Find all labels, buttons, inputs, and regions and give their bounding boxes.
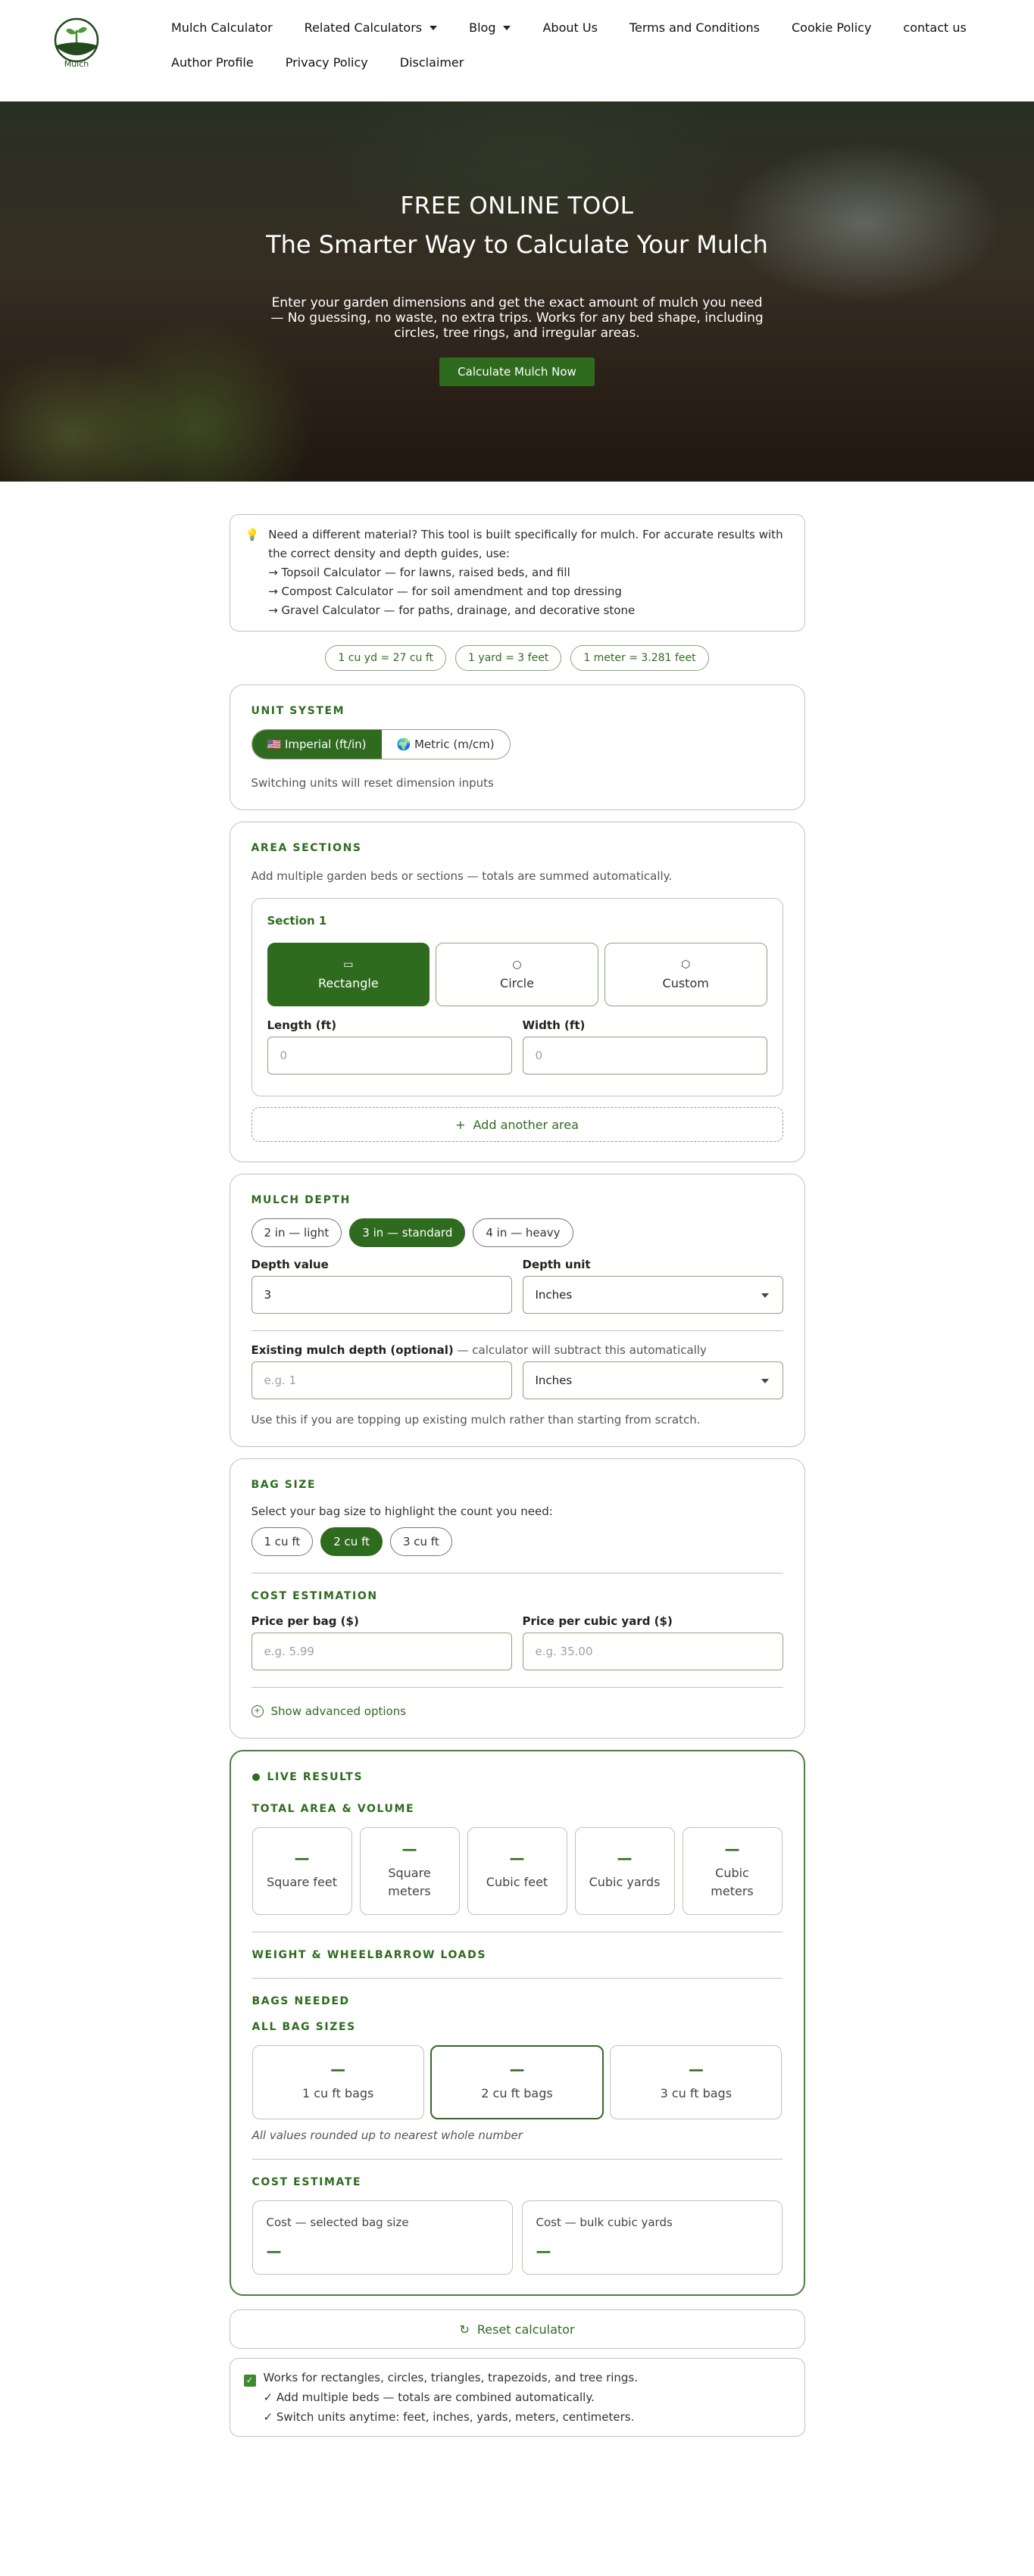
logo-text: Mulch — [64, 59, 89, 69]
area-volume-stats — [252, 1827, 783, 1915]
refresh-icon: ↻ — [459, 2322, 470, 2337]
select-value: Inches — [535, 1288, 573, 1302]
conversion-pill: 1 yard = 3 feet — [455, 645, 561, 671]
live-results-label: LIVE RESULTS — [267, 1771, 364, 1783]
stat-label: Cubic feet — [486, 1875, 548, 1889]
bag-size-2[interactable]: 2 cu ft — [320, 1527, 383, 1556]
width-field-group — [523, 1018, 767, 1074]
divider — [252, 2159, 783, 2160]
depth-unit-label: Depth unit — [522, 1258, 591, 1271]
unit-hint: Switching units will reset dimension inputs — [251, 776, 494, 790]
notice-compost-link[interactable]: → Compost Calculator — for soil amendment and top dressing — [268, 585, 622, 598]
hero-content — [0, 192, 1034, 386]
nav-label: Related Calculators — [304, 20, 423, 35]
mulch-depth-label: MULCH DEPTH — [251, 1194, 351, 1206]
bag-stat-2 — [430, 2045, 604, 2119]
calculate-now-button[interactable]: Calculate Mulch Now — [439, 357, 595, 386]
unit-system-card — [230, 685, 805, 810]
shape-selector — [267, 943, 767, 1006]
depth-unit-select[interactable] — [523, 1276, 783, 1314]
all-bag-sizes-label: ALL BAG SIZES — [251, 2021, 356, 2033]
add-area-label: Add another area — [473, 1117, 579, 1132]
depth-fields — [251, 1258, 783, 1314]
nav-disclaimer[interactable] — [400, 48, 464, 77]
feature-line — [244, 2368, 791, 2387]
stat-label: 1 cu ft bags — [301, 2086, 374, 2100]
stat-value: — — [330, 2060, 346, 2079]
width-input[interactable] — [523, 1037, 767, 1074]
bag-stat-1 — [252, 2045, 424, 2119]
live-dot-icon — [252, 1773, 260, 1781]
nav-author-profile[interactable] — [171, 48, 254, 77]
nav-mulch-calculator[interactable] — [171, 14, 273, 42]
depth-value-group — [251, 1258, 512, 1314]
metric-toggle[interactable]: 🌍 Metric (m/cm) — [396, 738, 495, 751]
stat-square-meters — [360, 1827, 460, 1915]
plus-icon: + — [455, 1117, 466, 1132]
cost-fields — [251, 1614, 783, 1670]
depth-preset-light[interactable]: 2 in — light — [251, 1218, 342, 1247]
shape-custom-button[interactable] — [604, 943, 767, 1006]
nav-terms[interactable] — [629, 14, 760, 42]
bag-cost-card — [230, 1458, 805, 1739]
chevron-down-icon — [761, 1379, 769, 1383]
logo-sprout-icon — [53, 17, 100, 64]
show-advanced-toggle[interactable] — [251, 1704, 783, 1718]
bottom-spacer — [230, 2437, 805, 2482]
stat-label: Cost — bulk cubic yards — [536, 2216, 673, 2229]
length-input[interactable] — [267, 1037, 512, 1074]
depth-value-input[interactable] — [251, 1276, 512, 1314]
nav-label: Terms and Conditions — [629, 20, 760, 35]
bag-stat-3 — [610, 2045, 782, 2119]
stat-square-feet — [252, 1827, 352, 1915]
hero-eyebrow: FREE ONLINE TOOL — [400, 192, 634, 220]
existing-depth-unit-group — [523, 1361, 783, 1399]
conversion-pills — [230, 645, 805, 671]
cost-stats — [252, 2200, 783, 2275]
shape-label: Custom — [662, 975, 709, 990]
feature-text: Works for rectangles, circles, triangles, trapezoids, and tree rings. — [263, 2371, 639, 2384]
existing-depth-hint: Use this if you are topping up existing mulch rather than starting from scratch. — [251, 1413, 701, 1427]
hero-banner — [0, 101, 1034, 482]
site-header — [0, 0, 1034, 101]
checkbox-checked-icon: ✓ — [244, 2375, 256, 2387]
main-nav — [171, 14, 1004, 77]
yard-price-group — [523, 1614, 783, 1670]
bag-price-input[interactable] — [251, 1633, 512, 1670]
stat-label: Cubic yards — [589, 1875, 661, 1889]
notice-topsoil-link[interactable]: → Topsoil Calculator — for lawns, raised beds, and fill — [268, 566, 570, 579]
stat-label: Square meters — [388, 1866, 431, 1898]
stat-value: — — [401, 1840, 417, 1858]
stat-label: Square feet — [266, 1875, 337, 1889]
nav-label: Blog — [469, 20, 496, 35]
chevron-down-icon — [430, 26, 437, 30]
shape-circle-button[interactable] — [436, 943, 598, 1006]
mulch-depth-card — [230, 1174, 805, 1447]
bag-size-options — [251, 1527, 783, 1556]
nav-related-calculators[interactable] — [305, 14, 437, 42]
select-value: Inches — [535, 1374, 573, 1387]
advanced-label: Show advanced options — [270, 1704, 407, 1718]
stat-value: — — [536, 2242, 551, 2260]
nav-label: Disclaimer — [399, 55, 464, 70]
stat-value: — — [509, 1849, 525, 1867]
notice-body — [268, 525, 789, 620]
reset-label: Reset calculator — [476, 2322, 575, 2337]
section-title: Section 1 — [267, 914, 327, 928]
bag-price-label: Price per bag ($) — [251, 1614, 359, 1628]
shape-label: Rectangle — [317, 975, 379, 990]
existing-depth-title: Existing mulch depth (optional) — [251, 1343, 454, 1357]
stat-value: — — [688, 2060, 704, 2079]
nav-about-us[interactable] — [542, 14, 597, 42]
hexagon-icon: ⬡ — [681, 958, 691, 971]
yard-price-label: Price per cubic yard ($) — [522, 1614, 673, 1628]
width-label: Width (ft) — [522, 1018, 586, 1032]
area-volume-label: TOTAL AREA & VOLUME — [251, 1803, 415, 1815]
circle-icon: ○ — [512, 958, 522, 971]
stat-cubic-yards — [575, 1827, 675, 1915]
stat-label: 3 cu ft bags — [660, 2086, 733, 2100]
existing-depth-label — [251, 1343, 783, 1357]
nav-contact-us[interactable] — [903, 14, 966, 42]
site-logo[interactable] — [53, 17, 100, 76]
stat-value: — — [724, 1840, 740, 1858]
area-sections-card — [230, 822, 805, 1162]
bag-price-group — [251, 1614, 512, 1670]
stat-cubic-feet — [467, 1827, 567, 1915]
stat-label: 2 cu ft bags — [481, 2086, 553, 2100]
cost-bulk-yards — [522, 2200, 783, 2275]
nav-label: Privacy Policy — [285, 55, 368, 70]
depth-unit-group — [523, 1258, 783, 1314]
unit-toggle — [251, 729, 511, 759]
dimension-fields — [267, 1018, 767, 1074]
bag-size-1[interactable]: 1 cu ft — [251, 1527, 314, 1556]
bag-stats — [252, 2045, 783, 2119]
yard-price-input[interactable] — [523, 1633, 783, 1670]
add-area-button[interactable] — [251, 1107, 783, 1142]
stat-value: — — [509, 2060, 525, 2079]
rectangle-icon: ▭ — [343, 958, 354, 971]
nav-label: Cookie Policy — [792, 20, 872, 35]
area-sections-label: AREA SECTIONS — [251, 842, 362, 854]
bag-size-3[interactable]: 3 cu ft — [390, 1527, 452, 1556]
conversion-pill: 1 cu yd = 27 cu ft — [325, 645, 446, 671]
stat-label: Cost — selected bag size — [266, 2216, 409, 2229]
hero-description: Enter your garden dimensions and get the exact amount of mulch you need — No guessing, no waste, no extra trips. Works for any bed shape, including circles, tree rings, and irregular areas. — [270, 295, 764, 341]
stat-cubic-meters — [683, 1827, 783, 1915]
nav-label: About Us — [542, 20, 598, 35]
depth-preset-standard[interactable]: 3 in — standard — [349, 1218, 465, 1247]
divider — [251, 1687, 783, 1688]
depth-preset-heavy[interactable]: 4 in — heavy — [473, 1218, 573, 1247]
length-field-group — [267, 1018, 512, 1074]
existing-depth-suffix: — calculator will subtract this automatically — [453, 1343, 707, 1357]
divider — [251, 1330, 783, 1331]
depth-presets — [251, 1218, 783, 1247]
shape-rectangle-button[interactable] — [267, 943, 430, 1006]
existing-depth-value-group — [251, 1361, 512, 1399]
features-note — [230, 2358, 805, 2437]
stat-value: — — [617, 1849, 633, 1867]
shape-label: Circle — [500, 975, 534, 990]
lightbulb-icon: 💡 — [245, 528, 260, 541]
cost-estimate-label: COST ESTIMATE — [251, 2176, 362, 2188]
feature-line: ✓ Add multiple beds — totals are combined automatically. — [263, 2390, 595, 2404]
plus-circle-icon: + — [251, 1705, 264, 1717]
nav-privacy-policy[interactable] — [286, 48, 368, 77]
nav-label: Mulch Calculator — [171, 20, 273, 35]
nav-blog[interactable] — [469, 14, 511, 42]
area-section — [251, 898, 783, 1096]
chevron-down-icon — [761, 1293, 769, 1298]
reset-calculator-button[interactable] — [230, 2309, 805, 2349]
rounding-note: All values rounded up to nearest whole number — [251, 2128, 523, 2142]
stat-label: Cubic meters — [711, 1866, 754, 1898]
feature-line: ✓ Switch units anytime: feet, inches, yards, meters, centimeters. — [263, 2410, 635, 2424]
weight-loads-label: WEIGHT & WHEELBARROW LOADS — [251, 1949, 487, 1961]
bag-size-label: BAG SIZE — [251, 1479, 317, 1491]
stat-value: — — [266, 2242, 282, 2260]
notice-gravel-link[interactable]: → Gravel Calculator — for paths, drainage, and decorative stone — [268, 603, 636, 617]
existing-depth-input[interactable] — [251, 1361, 512, 1399]
area-hint: Add multiple garden beds or sections — totals are summed automatically. — [251, 869, 673, 883]
depth-value-label: Depth value — [251, 1258, 329, 1271]
notice-intro: Need a different material? This tool is built specifically for mulch. For accurate results with the correct density and depth guides, use: — [268, 528, 783, 560]
bags-needed-label: BAGS NEEDED — [251, 1995, 350, 2007]
nav-cookie-policy[interactable] — [792, 14, 871, 42]
material-notice — [230, 514, 805, 632]
nav-label: contact us — [903, 20, 967, 35]
length-label: Length (ft) — [267, 1018, 337, 1032]
stat-value: — — [294, 1849, 310, 1867]
live-results-header — [252, 1771, 783, 1783]
live-results-card — [230, 1750, 805, 2296]
conversion-pill: 1 meter = 3.281 feet — [570, 645, 708, 671]
existing-depth-unit-select[interactable] — [523, 1361, 783, 1399]
calculator-main — [230, 514, 805, 2482]
existing-depth-fields — [251, 1361, 783, 1399]
nav-label: Author Profile — [171, 55, 254, 70]
imperial-toggle[interactable]: 🇺🇸 Imperial (ft/in) — [252, 730, 382, 759]
divider — [252, 1978, 783, 1979]
unit-system-label: UNIT SYSTEM — [251, 705, 345, 717]
cost-estimation-label: COST ESTIMATION — [251, 1590, 378, 1602]
bag-size-prompt: Select your bag size to highlight the count you need: — [251, 1505, 553, 1518]
cost-selected-bag — [252, 2200, 513, 2275]
chevron-down-icon — [503, 26, 511, 30]
hero-title: The Smarter Way to Calculate Your Mulch — [266, 230, 768, 259]
